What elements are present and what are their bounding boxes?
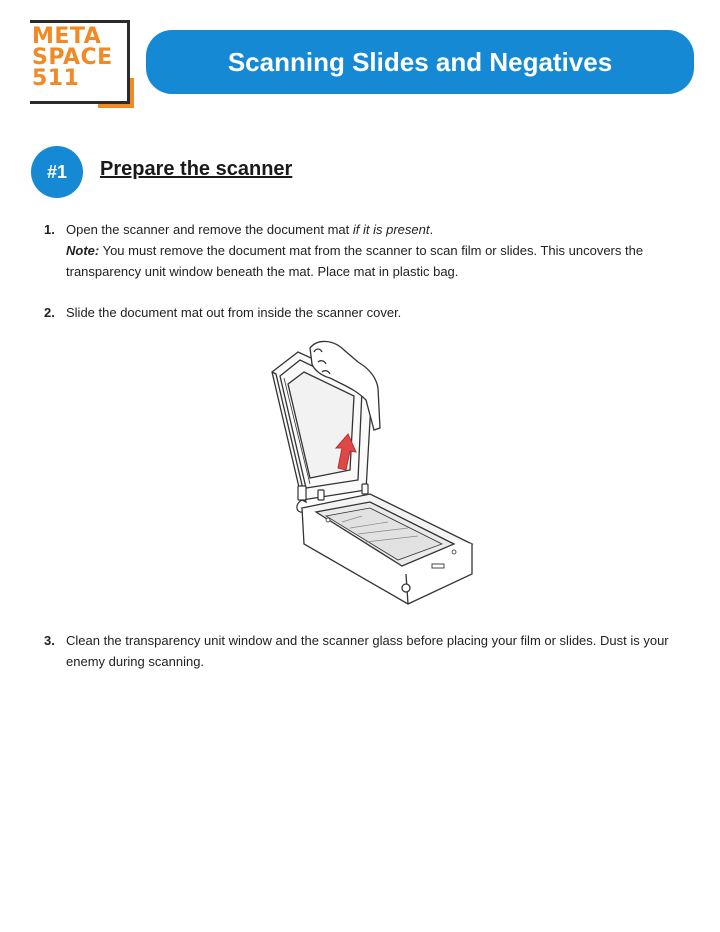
logo-wordmark	[32, 26, 113, 89]
instruction-step-3	[44, 630, 684, 672]
step-number-badge: #1	[31, 146, 83, 198]
step-2-number: 2.	[44, 305, 55, 320]
section-title: Prepare the scanner	[100, 158, 293, 180]
step-3-number: 3.	[44, 633, 55, 648]
scanner-illustration	[258, 338, 480, 606]
step-1-suffix: .	[429, 222, 434, 237]
step-1-note-text: You must remove the document mat from the scanner to scan film or slides. This uncovers the transparency unit window beneath the mat. Place mat in plastic bag.	[66, 243, 644, 279]
instruction-step-1	[44, 219, 684, 282]
page-title: Scanning Slides and Negatives	[227, 46, 613, 77]
title-banner	[146, 30, 694, 94]
step-3-text: Clean the transparency unit window and the scanner glass before placing your film or slides. Dust is your enemy during scanning.	[66, 633, 669, 669]
step-1-emphasis: if it is present	[352, 222, 430, 237]
instruction-step-2	[44, 302, 684, 323]
step-1-note-label: Note:	[66, 243, 100, 258]
step-1-text: Open the scanner and remove the document mat	[66, 222, 353, 237]
step-1-number: 1.	[44, 222, 55, 237]
metaspace-logo	[30, 20, 134, 108]
scanner-base	[302, 494, 472, 604]
logo-line-2: SPACE	[32, 45, 113, 70]
logo-line-1: META	[32, 24, 102, 49]
step-2-text: Slide the document mat out from inside the scanner cover.	[66, 305, 402, 320]
logo-line-3: 511	[32, 66, 80, 91]
step-1-body	[66, 219, 684, 282]
